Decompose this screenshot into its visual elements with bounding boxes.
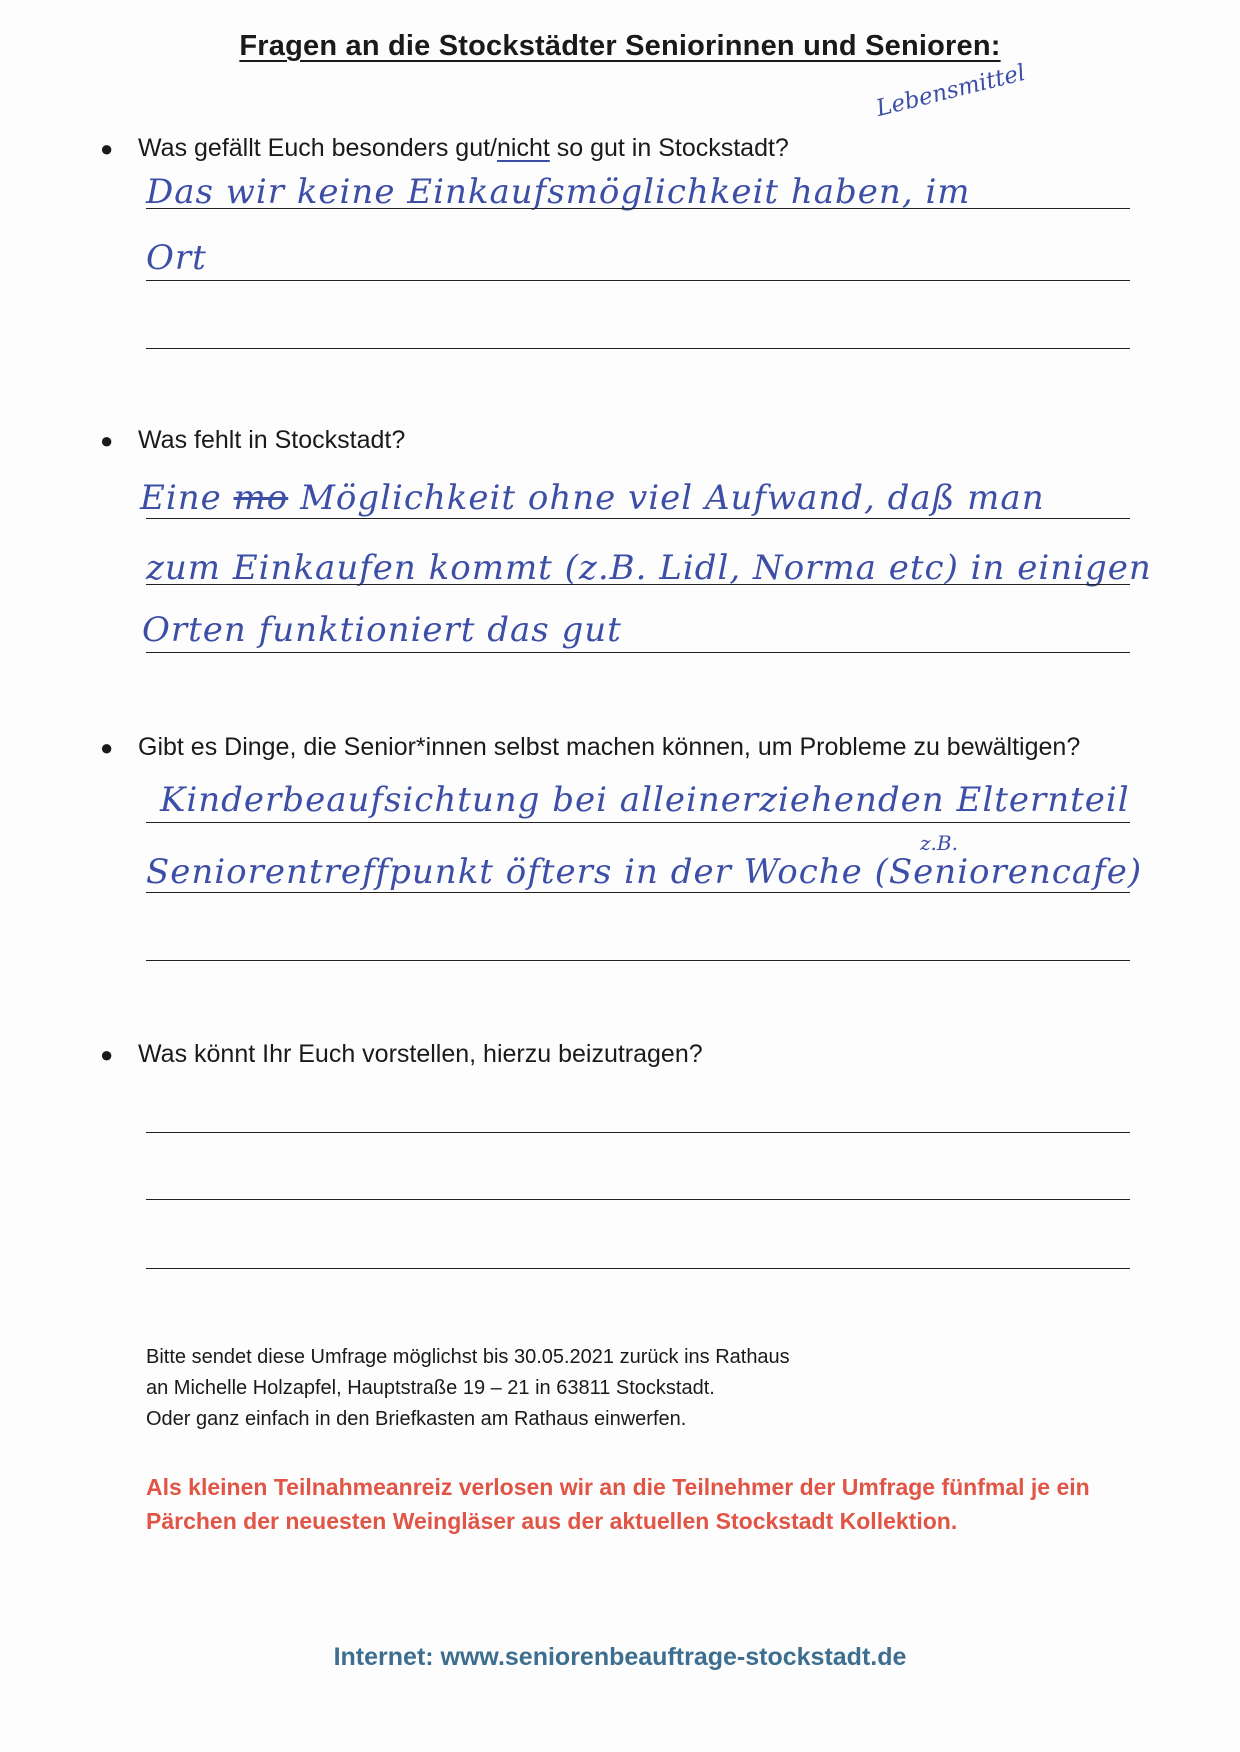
return-instructions xyxy=(146,1342,790,1435)
question-3-text: Gibt es Dinge, die Senior*innen selbst machen können, um Probleme zu bewältigen? xyxy=(138,733,1081,761)
question-3 xyxy=(100,733,1080,762)
answer-line[interactable] xyxy=(146,1132,1130,1133)
question-4-text: Was könnt Ihr Euch vorstellen, hierzu beizutragen? xyxy=(138,1040,703,1068)
answer-line[interactable] xyxy=(146,208,1130,209)
question-1-text-before: Was gefällt Euch besonders gut/ xyxy=(138,134,497,162)
answer-3-line-2: Seniorentreffpunkt öfters in der Woche (Seniorencafe) xyxy=(146,852,1143,892)
bullet-icon: ● xyxy=(100,1042,114,1067)
answer-2-line-3: Orten funktioniert das gut xyxy=(142,610,622,650)
question-2-text: Was fehlt in Stockstadt? xyxy=(138,426,406,454)
answer-3-line-1: Kinderbeaufsichtung bei alleinerziehenden Elternteil xyxy=(160,780,1130,820)
answer-3-insert: z.B. xyxy=(920,831,958,855)
answer-line[interactable] xyxy=(146,960,1130,961)
return-instructions-line: Bitte sendet diese Umfrage möglichst bis 30.05.2021 zurück ins Rathaus xyxy=(146,1346,790,1368)
answer-1-insert: Lebensmittel xyxy=(873,59,1028,122)
answer-line[interactable] xyxy=(146,584,1130,585)
question-1-text-after: so gut in Stockstadt? xyxy=(549,134,789,162)
answer-line[interactable] xyxy=(146,348,1130,349)
answer-1-line-2: Ort xyxy=(146,238,207,278)
answer-2-crossed-out: mo xyxy=(233,478,289,518)
answer-line[interactable] xyxy=(146,1199,1130,1200)
answer-line[interactable] xyxy=(146,822,1130,823)
answer-2-line-1 xyxy=(140,478,1045,518)
question-1-text-emphasis: nicht xyxy=(497,134,550,162)
incentive-text: Als kleinen Teilnahmeanreiz verlosen wir an die Teilnehmer der Umfrage fünfmal je ein Pärchen der neuesten Weingläser aus der aktuellen Stockstadt Kollektion. xyxy=(146,1474,1090,1534)
question-2 xyxy=(100,426,405,455)
answer-line[interactable] xyxy=(146,280,1130,281)
question-4 xyxy=(100,1040,703,1069)
return-instructions-line: Oder ganz einfach in den Briefkasten am Rathaus einwerfen. xyxy=(146,1408,687,1430)
answer-line[interactable] xyxy=(146,518,1130,519)
answer-2-line-1-rest: Möglichkeit ohne viel Aufwand, daß man xyxy=(300,478,1045,518)
answer-2-line-1-start: Eine xyxy=(140,478,222,518)
answer-1-line-1: Das wir keine Einkaufsmöglichkeit haben, im xyxy=(146,172,971,212)
page-title: Fragen an die Stockstädter Seniorinnen und Senioren: xyxy=(239,30,1001,62)
answer-line[interactable] xyxy=(146,652,1130,653)
bullet-icon: ● xyxy=(100,428,114,453)
answer-2-line-2: zum Einkaufen kommt (z.B. Lidl, Norma etc) in einigen xyxy=(146,548,1152,588)
bullet-icon: ● xyxy=(100,735,114,760)
question-1 xyxy=(100,134,789,163)
bullet-icon: ● xyxy=(100,136,114,161)
answer-line[interactable] xyxy=(146,1268,1130,1269)
website-link[interactable]: Internet: www.seniorenbeauftrage-stockstadt.de xyxy=(333,1643,907,1671)
return-instructions-line: an Michelle Holzapfel, Hauptstraße 19 – 21 in 63811 Stockstadt. xyxy=(146,1377,715,1399)
answer-line[interactable] xyxy=(146,892,1130,893)
